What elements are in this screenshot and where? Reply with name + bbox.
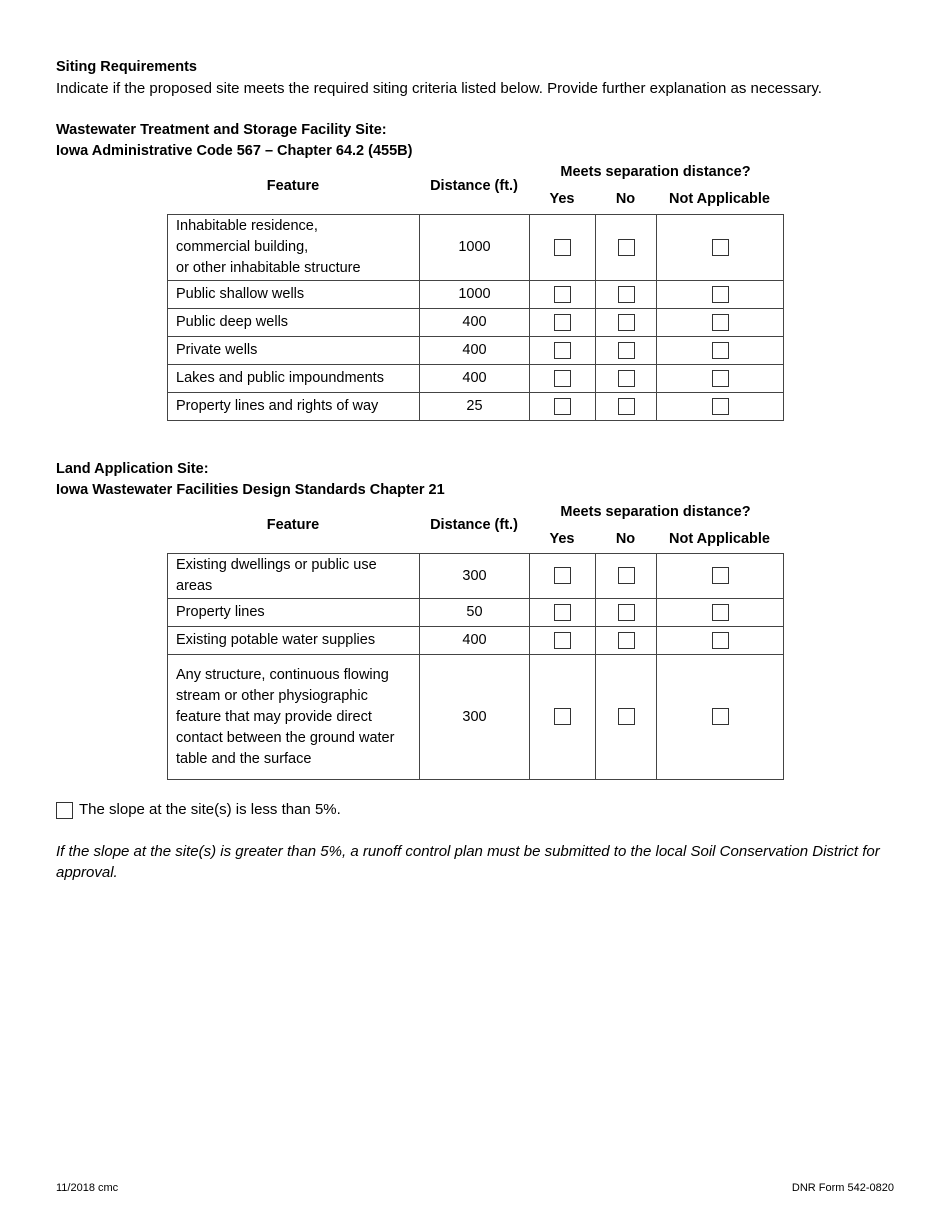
runoff-note: If the slope at the site(s) is greater than 5%, a runoff control plan must be submitted to the local Soil Conservation District for approval. xyxy=(56,843,880,881)
feature-cell: Lakes and public impoundments xyxy=(168,365,420,393)
yes-checkbox[interactable] xyxy=(554,286,571,303)
table-row xyxy=(168,554,784,599)
section2-title-line2: Iowa Wastewater Facilities Design Standards Chapter 21 xyxy=(56,482,445,498)
yes-cell xyxy=(530,599,596,627)
no-cell xyxy=(596,281,657,309)
no-cell xyxy=(596,365,657,393)
feature-cell: Property lines and rights of way xyxy=(168,393,420,421)
siting-intro: Indicate if the proposed site meets the required siting criteria listed below. Provide further explanation as necessary. xyxy=(56,80,822,97)
table-row xyxy=(168,627,784,655)
slope-checkbox[interactable] xyxy=(56,802,73,819)
yes-checkbox[interactable] xyxy=(554,708,571,725)
no-checkbox[interactable] xyxy=(618,342,635,359)
yes-cell xyxy=(530,393,596,421)
table-row xyxy=(168,281,784,309)
section1-title-line2: Iowa Administrative Code 567 – Chapter 64.2 (455B) xyxy=(56,143,413,159)
table-row xyxy=(168,215,784,281)
distance-cell: 300 xyxy=(420,554,530,599)
not-applicable-cell xyxy=(657,215,784,281)
section1-header-no: No xyxy=(615,191,636,207)
no-cell xyxy=(596,599,657,627)
section2-header-na: Not Applicable xyxy=(669,531,770,547)
slope-label: The slope at the site(s) is less than 5%. xyxy=(79,801,341,818)
section2-header-no: No xyxy=(615,531,636,547)
no-cell xyxy=(596,337,657,365)
not-applicable-checkbox[interactable] xyxy=(712,708,729,725)
not-applicable-cell xyxy=(657,393,784,421)
section1-heading xyxy=(56,120,412,162)
feature-cell: Property lines xyxy=(168,599,420,627)
no-cell xyxy=(596,393,657,421)
not-applicable-checkbox[interactable] xyxy=(712,370,729,387)
distance-cell: 400 xyxy=(420,309,530,337)
no-cell xyxy=(596,309,657,337)
section1-header-meets: Meets separation distance? xyxy=(560,164,751,180)
distance-cell: 400 xyxy=(420,337,530,365)
not-applicable-checkbox[interactable] xyxy=(712,342,729,359)
distance-cell: 1000 xyxy=(420,281,530,309)
yes-cell xyxy=(530,337,596,365)
not-applicable-cell xyxy=(657,655,784,780)
not-applicable-cell xyxy=(657,309,784,337)
feature-cell: Inhabitable residence, commercial building, or other inhabitable structure xyxy=(168,215,420,281)
not-applicable-cell xyxy=(657,281,784,309)
section2-heading xyxy=(56,459,445,501)
distance-cell: 400 xyxy=(420,365,530,393)
section1-title-line1: Wastewater Treatment and Storage Facility Site: xyxy=(56,122,387,138)
not-applicable-cell xyxy=(657,554,784,599)
section1-header-feature: Feature xyxy=(266,178,320,194)
yes-cell xyxy=(530,309,596,337)
section2-title-line1: Land Application Site: xyxy=(56,461,209,477)
feature-cell: Private wells xyxy=(168,337,420,365)
section1-header-na: Not Applicable xyxy=(669,191,770,207)
yes-checkbox[interactable] xyxy=(554,632,571,649)
no-cell xyxy=(596,215,657,281)
yes-cell xyxy=(530,365,596,393)
table-row xyxy=(168,393,784,421)
yes-checkbox[interactable] xyxy=(554,342,571,359)
not-applicable-cell xyxy=(657,337,784,365)
distance-cell: 25 xyxy=(420,393,530,421)
no-checkbox[interactable] xyxy=(618,604,635,621)
section2-header-distance: Distance (ft.) xyxy=(430,517,518,533)
feature-cell: Public deep wells xyxy=(168,309,420,337)
feature-cell: Existing potable water supplies xyxy=(168,627,420,655)
section1-header-yes: Yes xyxy=(549,191,575,207)
not-applicable-checkbox[interactable] xyxy=(712,239,729,256)
section1-header-distance: Distance (ft.) xyxy=(430,178,518,194)
not-applicable-checkbox[interactable] xyxy=(712,604,729,621)
section2-header-meets: Meets separation distance? xyxy=(560,504,751,520)
yes-cell xyxy=(530,281,596,309)
table-row xyxy=(168,599,784,627)
not-applicable-checkbox[interactable] xyxy=(712,632,729,649)
no-cell xyxy=(596,627,657,655)
not-applicable-checkbox[interactable] xyxy=(712,567,729,584)
no-checkbox[interactable] xyxy=(618,632,635,649)
no-checkbox[interactable] xyxy=(618,286,635,303)
yes-checkbox[interactable] xyxy=(554,239,571,256)
no-checkbox[interactable] xyxy=(618,370,635,387)
no-cell xyxy=(596,554,657,599)
not-applicable-checkbox[interactable] xyxy=(712,398,729,415)
footer-date: 11/2018 cmc xyxy=(56,1182,119,1194)
no-checkbox[interactable] xyxy=(618,398,635,415)
not-applicable-checkbox[interactable] xyxy=(712,314,729,331)
distance-cell: 50 xyxy=(420,599,530,627)
yes-cell xyxy=(530,655,596,780)
distance-cell: 300 xyxy=(420,655,530,780)
yes-checkbox[interactable] xyxy=(554,567,571,584)
not-applicable-cell xyxy=(657,627,784,655)
not-applicable-cell xyxy=(657,365,784,393)
yes-cell xyxy=(530,554,596,599)
distance-cell: 1000 xyxy=(420,215,530,281)
yes-checkbox[interactable] xyxy=(554,398,571,415)
no-checkbox[interactable] xyxy=(618,239,635,256)
section2-table xyxy=(167,553,784,780)
feature-cell: Existing dwellings or public use areas xyxy=(168,554,420,599)
table-row xyxy=(168,655,784,780)
yes-checkbox[interactable] xyxy=(554,370,571,387)
no-cell xyxy=(596,655,657,780)
siting-requirements xyxy=(56,57,822,99)
not-applicable-checkbox[interactable] xyxy=(712,286,729,303)
table-row xyxy=(168,309,784,337)
slope-statement xyxy=(56,800,341,820)
no-checkbox[interactable] xyxy=(618,314,635,331)
section2-header-feature: Feature xyxy=(266,517,320,533)
yes-checkbox[interactable] xyxy=(554,314,571,331)
distance-cell: 400 xyxy=(420,627,530,655)
yes-cell xyxy=(530,627,596,655)
section1-table xyxy=(167,214,784,421)
no-checkbox[interactable] xyxy=(618,567,635,584)
siting-title: Siting Requirements xyxy=(56,59,197,75)
feature-cell: Public shallow wells xyxy=(168,281,420,309)
no-checkbox[interactable] xyxy=(618,708,635,725)
table-row xyxy=(168,365,784,393)
yes-checkbox[interactable] xyxy=(554,604,571,621)
table-row xyxy=(168,337,784,365)
section2-header-yes: Yes xyxy=(549,531,575,547)
yes-cell xyxy=(530,215,596,281)
footer-form-number: DNR Form 542-0820 xyxy=(791,1182,894,1194)
not-applicable-cell xyxy=(657,599,784,627)
feature-cell: Any structure, continuous flowing stream or other physiographic feature that may provide direct contact between the ground water table and the surface xyxy=(168,655,420,780)
